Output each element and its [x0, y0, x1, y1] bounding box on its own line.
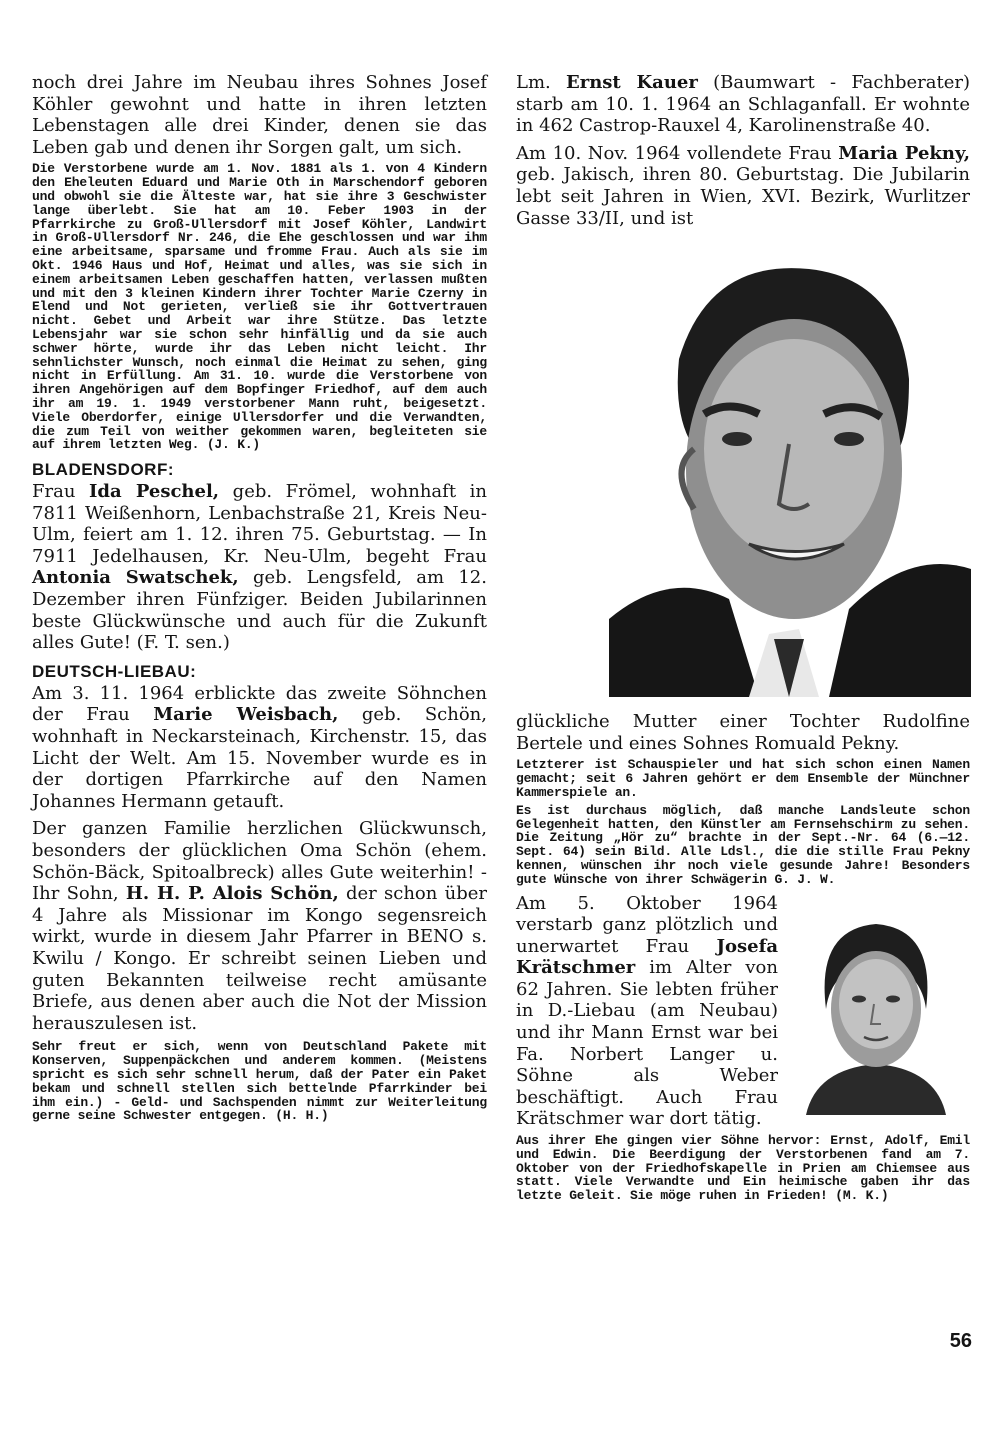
person-name: Maria Pekny,	[838, 142, 970, 164]
section-heading-bladensdorf: BLADENSDORF:	[32, 460, 174, 480]
congratulations-paragraph: Der ganzen Familie herzlichen Glückwunsch, besonders der glücklichen Oma Schön (ehem. Schön-Bäck, Spitoalbreck) alles Gute weiterhin! - Ihr Sohn, H. H. P. Alois Schön, der schon über 4 Jahre als Missionar im Kongo segensreich wirkt, wurde in diesem Jahr Pfarrer in BENO s. Kwilu / Kongo. Er schreibt seinen Lieben und guten Bekannten teilweise recht amüsante Briefe, aus denen aber auch die Not der Mission herauszulesen ist.	[32, 818, 488, 1034]
obituary-body: Die Verstorbene wurde am 1. Nov. 1881 als 1. von 4 Kindern den Eheleuten Eduard und Marie Oth in Marschendorf geboren und obwohl sie die Älteste war, hat sie ihre 3 Geschwister lange überlebt. Sie hat am 10. Feber 1903 in der Pfarrkirche zu Groß-Ullersdorf mit Josef Köhler, Landwirt in Groß-Ullersdorf Nr. 246, die Ehe geschlossen und war ihm eine arbeitsame, sparsame und fromme Frau. Auch als sie im Okt. 1946 Haus und Hof, Heimat und alles, was sie sich in einem arbeitsamen Leben geschaffen hatten, verlassen mußten und mit den 3 kleinen Kindern ihrer Tochter Marie Czerny in Elend und Not gerieten, verließ sie ihr Gottvertrauen nicht. Gebet und Arbeit war ihre Stütze. Das letzte Lebensjahr war sie schon sehr hinfällig und da sie auch schwer hörte, wurde ihr das Leben nicht leicht. Ihr sehnlichster Wunsch, noch einmal die Heimat zu sehen, ging nicht in Erfüllung. Am 31. 10. wurde die Verstorbene von ihren Angehörigen auf dem Bopfinger Friedhof, auf dem auch ihr am 19. 1. 1949 verstorbener Mann ruht, beigesetzt. Viele Oberdorfer, einige Ullersdorfer und die Verwandten, die zum Teil von weither gekommen waren, begleiteten sie auf ihrem letzten Weg. (J. K.)	[32, 161, 487, 453]
pekny-note-1: Letzterer ist Schauspieler und hat sich schon einen Namen gemacht; seit 6 Jahren gehört er dem Ensemble der Münchner Kammerspiele an.	[516, 757, 970, 800]
birthday-notice-pekny: Am 10. Nov. 1964 vollendete Frau Maria Pekny, geb. Jakisch, ihren 80. Geburtstag. Die Jubilarin lebt seit Jahren in Wien, XVI. Bezirk, Wurlitzer Gasse 33/II, und ist	[516, 142, 970, 229]
right-column	[516, 72, 970, 1203]
obituary-kraetschmer	[516, 893, 970, 1131]
person-name: Marie Weisbach,	[153, 704, 339, 726]
page-number: 56	[949, 1330, 972, 1352]
donation-note: Sehr freut er sich, wenn von Deutschland Pakete mit Konserven, Suppenpäckchen und anderem kommen. (Meistens spricht es sich sehr schnell herum, daß der Pater ein Paket bekam und schnell stellen sich bettelnde Pfarrkinder bei ihm ein.) - Geld- und Sachspenden nimmt zur Weiterleitung gerne seine Schwester entgegen. (H. H.)	[32, 1039, 487, 1124]
pekny-note-2: Es ist durchaus möglich, daß manche Landsleute schon Gelegenheit hatten, den Künstler am Fernsehschirm zu sehen. Die Zeitung „Hör zu“ brachte in der Sept.-Nr. 64 (6.—12. Sept. 64) sein Bild. Alle Ldsl., die die stille Frau Pekny kennen, wünschen ihr noch viele gesunde Jahre! Besonders gute Wünsche von ihrer Schwägerin G. J. W.	[516, 802, 970, 887]
bladensdorf-article: Frau Ida Peschel, geb. Frömel, wohnhaft in 7811 Weißenhorn, Lenbachstraße 21, Kreis Neu-Ulm, feiert am 1. 12. ihren 75. Geburtstag. — In 7911 Jedelhausen, Kr. Neu-Ulm, begeht Frau Antonia Swatschek, geb. Lengsfeld, am 12. Dezember ihren Fünfziger. Beiden Jubilarinnen beste Glückwünsche und auch für die Zukunft alles Gute! (F. T. sen.)	[32, 481, 488, 654]
death-notice-kauer: Lm. Ernst Kauer (Baumwart - Fachberater) starb am 10. 1. 1964 an Schlaganfall. Er wohnte in 462 Castrop-Rauxel 4, Karolinenstraße 40.	[516, 72, 971, 137]
person-name: Ernst Kauer	[566, 72, 698, 93]
person-name: H. H. P. Alois Schön,	[125, 883, 339, 905]
person-name: Antonia Swatschek,	[32, 567, 239, 589]
left-column	[32, 72, 487, 1123]
obituary-intro: noch drei Jahre im Neubau ihres Sohnes Josef Köhler gewohnt und hatte in ihren letzten Lebenstagen alle drei Kinder, denen sie das Leben gab und denen ihr Sorgen galt, um sich.	[32, 72, 487, 158]
person-name: Josefa Krätschmer	[516, 935, 778, 979]
pekny-continued: glückliche Mutter einer Tochter Rudolfine Bertele und eines Sohnes Romuald Pekny.	[516, 711, 970, 754]
kraetschmer-text: Am 5. Oktober 1964 verstarb ganz plötzlich und unerwartet Frau Josefa Krätschmer im Alter von 62 Jahren. Sie lebten früher in D.-Liebau (am Neubau) und ihr Mann Ernst war bei Fa. Norbert Langer u. Söhne als Weber beschäftigt. Auch Frau Krätschmer war dort tätig.	[516, 892, 778, 1130]
portrait-photo-man	[609, 239, 971, 697]
portrait-photo-woman	[786, 899, 966, 1115]
birth-announcement: Am 3. 11. 1964 erblickte das zweite Söhnchen der Frau Marie Weisbach, geb. Schön, wohnhaft in Neckarsteinach, Kirchenstr. 15, das Licht der Welt. Am 15. November wurde es in der dortigen Pfarrkirche auf den Namen Johannes Hermann getauft.	[32, 682, 487, 812]
kraetschmer-note: Aus ihrer Ehe gingen vier Söhne hervor: Ernst, Adolf, Emil und Edwin. Die Beerdigung der Verstorbenen fand am 7. Oktober von der Friedhofskapelle in Prien am Chiemsee aus statt. Viele Verwandte und Ein heimische gaben ihr das letzte Geleit. Sie möge ruhen in Frieden! (M. K.)	[516, 1133, 970, 1204]
section-heading-deutsch-liebau: DEUTSCH-LIEBAU:	[32, 661, 197, 681]
person-name: Ida Peschel,	[89, 481, 220, 503]
